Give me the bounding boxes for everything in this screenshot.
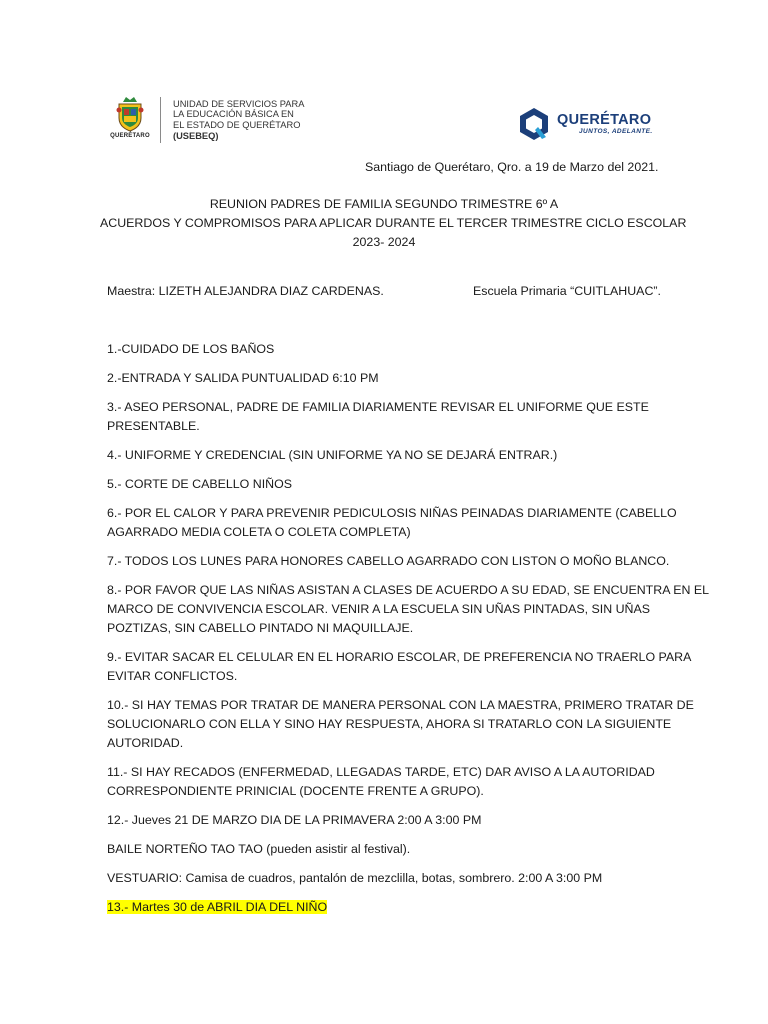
usebeq-line: UNIDAD DE SERVICIOS PARA [173, 98, 305, 109]
list-item [107, 763, 667, 801]
school-line: Escuela Primaria “CUITLAHUAC”. [473, 284, 661, 298]
queretaro-seal-icon [110, 96, 150, 144]
list-item [107, 369, 667, 388]
title-line: 2023- 2024 [352, 235, 416, 249]
usebeq-line: (USEBEQ) [173, 130, 219, 141]
list-item [107, 581, 710, 638]
list-item [107, 898, 667, 917]
list-item-text: CORRESPONDIENTE PRINICIAL (DOCENTE FRENTE A GRUPO). [107, 784, 484, 798]
teacher-line: Maestra: LIZETH ALEJANDRA DIAZ CARDENAS. [107, 284, 384, 298]
queretaro-slogan: JUNTOS, ADELANTE. [579, 128, 653, 135]
list-item-text: PRESENTABLE. [107, 419, 200, 433]
title-line: ACUERDOS Y COMPROMISOS PARA APLICAR DURANTE EL TERCER TRIMESTRE CICLO ESCOLAR [100, 216, 687, 230]
list-item [107, 811, 667, 830]
usebeq-logo-text [173, 99, 304, 141]
list-item-text: 13.- Martes 30 de ABRIL DIA DEL NIÑO [107, 900, 328, 914]
list-item-text: 5.- CORTE DE CABELLO NIÑOS [107, 477, 292, 491]
usebeq-logo [110, 96, 304, 144]
list-item-text: 3.- ASEO PERSONAL, PADRE DE FAMILIA DIARIAMENTE REVISAR EL UNIFORME QUE ESTE [107, 400, 649, 414]
list-item-text: 4.- UNIFORME Y CREDENCIAL (SIN UNIFORME YA NO SE DEJARÁ ENTRAR.) [107, 448, 558, 462]
list-item-text: 10.- SI HAY TEMAS POR TRATAR DE MANERA PERSONAL CON LA MAESTRA, PRIMERO TRATAR DE [107, 698, 694, 712]
queretaro-wordmark: QUERÉTARO [557, 112, 652, 128]
list-item-text: 7.- TODOS LOS LUNES PARA HONORES CABELLO AGARRADO CON LISTON O MOÑO BLANCO. [107, 554, 670, 568]
list-item-text: SOLUCIONARLO CON ELLA Y SINO HAY RESPUESTA, AHORA SI TRATARLO CON LA SIGUIENTE [107, 717, 672, 731]
list-item-text: 11.- SI HAY RECADOS (ENFERMEDAD, LLEGADAS TARDE, ETC) DAR AVISO A LA AUTORIDAD [107, 765, 655, 779]
usebeq-line: LA EDUCACIÓN BÁSICA EN [173, 109, 294, 120]
document-title [100, 195, 687, 252]
usebeq-line: EL ESTADO DE QUERÉTARO [173, 120, 301, 130]
list-item [107, 475, 667, 494]
list-item-text: BAILE NORTEÑO TAO TAO (pueden asistir al festival). [107, 842, 411, 856]
list-item-text: AGARRADO MEDIA COLETA O COLETA COMPLETA) [107, 525, 411, 539]
list-item-text: POZTIZAS, SIN CABELLO PINTADO NI MAQUILLAJE. [107, 621, 414, 635]
seal-caption: QUERÉTARO [110, 133, 150, 139]
agreements-list [107, 340, 710, 927]
list-item-text: AUTORIDAD. [107, 736, 184, 750]
list-item [107, 446, 667, 465]
date-line: Santiago de Querétaro, Qro. a 19 de Marzo del 2021. [365, 160, 659, 174]
list-item-text: 12.- Jueves 21 DE MARZO DIA DE LA PRIMAVERA 2:00 A 3:00 PM [107, 813, 482, 827]
list-item-text: 9.- EVITAR SACAR EL CELULAR EN EL HORARIO ESCOLAR, DE PREFERENCIA NO TRAERLO PARA [107, 650, 692, 664]
list-item-text: 6.- POR EL CALOR Y PARA PREVENIR PEDICULOSIS NIÑAS PEINADAS DIARIAMENTE (CABELLO [107, 506, 677, 520]
logo-divider [160, 97, 161, 143]
list-item [107, 869, 667, 888]
list-item-text: 8.- POR FAVOR QUE LAS NIÑAS ASISTAN A CLASES DE ACUERDO A SU EDAD, SE ENCUENTRA EN EL [107, 583, 710, 597]
list-item [107, 696, 694, 753]
list-item-text: 2.-ENTRADA Y SALIDA PUNTUALIDAD 6:10 PM [107, 371, 379, 385]
list-item [107, 552, 670, 571]
list-item-text: VESTUARIO: Camisa de cuadros, pantalón de mezclilla, botas, sombrero. 2:00 A 3:00 PM [107, 871, 603, 885]
list-item-text: EVITAR CONFLICTOS. [107, 669, 238, 683]
list-item [107, 340, 667, 359]
queretaro-logo [516, 106, 653, 142]
queretaro-q-icon [516, 106, 552, 142]
list-item-text: 1.-CUIDADO DE LOS BAÑOS [107, 342, 275, 356]
list-item [107, 648, 692, 686]
list-item-text: MARCO DE CONVIVENCIA ESCOLAR. VENIR A LA ESCUELA SIN UÑAS PINTADAS, SIN UÑAS [107, 602, 651, 616]
title-line: REUNION PADRES DE FAMILIA SEGUNDO TRIMESTRE 6º A [209, 197, 559, 211]
list-item [107, 398, 667, 436]
list-item [107, 840, 667, 859]
list-item [107, 504, 677, 542]
